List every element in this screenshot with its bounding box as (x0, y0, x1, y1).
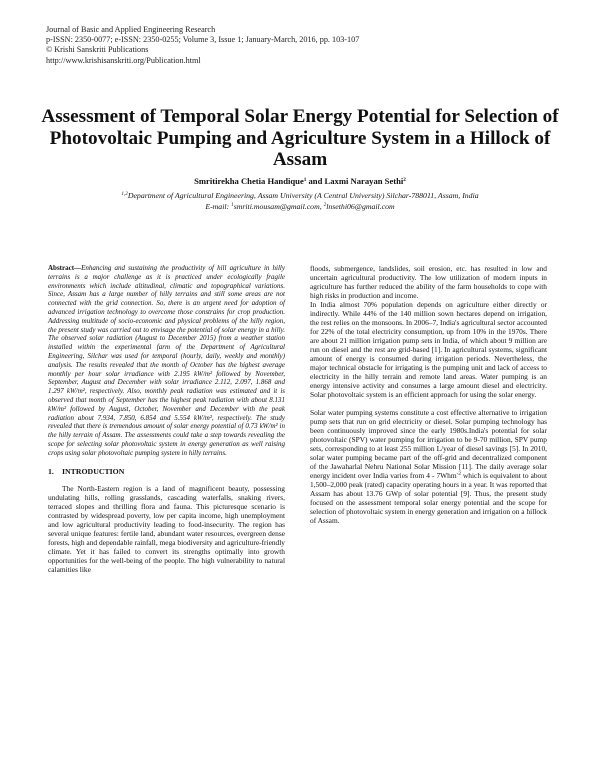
section-heading-introduction (48, 467, 285, 476)
abstract (48, 264, 285, 458)
right-column (310, 264, 547, 525)
right-paragraph-3-b: which is equivalent to about 1,500–2,000 peak (rated) capacity operating hours in a year. It was reported that Assam has about 13.76 GWp of solar potential [9]. Thus, the present study focused on the assessment temporal solar energy potential and the scope for selection of photovoltaic system in energy generation and irrigation on a hillock of Assam. (310, 471, 547, 525)
author-1-sup: 1 (303, 177, 307, 183)
right-paragraph-1: floods, submergence, landslides, soil erosion, etc. has resulted in low and uncertain agricultural productivity. The low utilization of modern inputs in agriculture has further reduced the ability of the farm households to cope with high risks in production and income. (310, 264, 547, 300)
affiliation-sup: 1,2 (121, 191, 128, 197)
journal-header (46, 25, 566, 66)
email-1[interactable]: smriti.mousam@gmail.com, (233, 202, 324, 211)
email-label: E-mail: (205, 202, 232, 211)
email-1-sup: 1 (231, 202, 234, 208)
affiliation (40, 191, 560, 201)
section-number: 1. (48, 466, 54, 476)
right-paragraph-2: In India almost 70% population depends on agriculture either directly or indirectly. While 44% of the 140 million sown hectares depend on irrigation, the rest relies on the monsoons. In 2006–7, India's agricultural sector accounted for 22% of the total electricity consumption, up from 10% in the 1970s. There are about 21 million irrigation pump sets in India, of which about 9 million are run on diesel and the rest are grid-based [1]. In agricultural systems, significant amount of energy is consumed during irrigation periods. Nevertheless, the major technical obstacle for irrigating is the pumping unit and lack of access to electricity in the hilly terrain and remote land areas. Water pumping is an energy intensive activity and consumes a large amount diesel and electricity. Solar photovoltaic system is an efficient approach for using the solar energy. (310, 300, 547, 399)
journal-url[interactable]: http://www.krishisanskriti.org/Publication.html (46, 55, 201, 65)
affiliation-text: Department of Agricultural Engineering, Assam University (A Central University) Silchar-788011, Assam, India (127, 191, 479, 200)
abstract-label: Abstract— (48, 264, 82, 272)
author-1: Smritirekha Chetia Handique (194, 176, 304, 186)
left-column (48, 264, 285, 574)
intro-paragraph-1: The North-Eastern region is a land of magnificent beauty, possessing undulating hills, rolling grasslands, cascading waterfalls, snaking rivers, terraced slopes and thrilling flora and fauna. This picturesque scenario is contrasted by widespread poverty, low per capita income, high unemployment and low agricultural productivity leading to food-insecurity. The region has several unique features: fertile land, abundant water resources, evergreen dense forests, high and dependable rainfall, mega biodiversity and agriculture-friendly climate. Yet it has failed to convert its strengths optimally into growth opportunities for the well-being of the people. The high vulnerability to natural calamities like (48, 483, 285, 574)
right-paragraph-3 (310, 408, 547, 525)
author-line (40, 176, 560, 187)
author-joiner: and (306, 176, 325, 186)
right-paragraph-3-a: Solar water pumping systems constitute a cost effective alternative to irrigation pump sets that run on grid electricity or diesel. Solar pumping technology has been continuously improved since the early 1980s.India's potential for solar photovoltaic (SPV) water pumping for irrigation to be 9-70 million, SPV pump sets, corresponding to at least 255 million L/year of diesel savings [5]. In 2010, solar water pumping became part of the off-grid and decentralized component of the Jawaharlal Nehru National Solar Mission [11]. The daily average solar energy incident over India varies from 4 - 7Whm (310, 408, 547, 480)
email-line (40, 202, 560, 212)
email-2[interactable]: lnsethi06@gmail.com (326, 202, 395, 211)
unit-exponent: -2 (456, 471, 461, 477)
abstract-text: Enhancing and sustaining the productivity of hill agriculture in hilly terrains is a major challenge as it is practiced under ecologically fragile environments which include altitudinal, climatic and topographical variations. Since, Assam has a large number of hilly terrains and still some areas are not connected with the grid connection. So, there is an urgent need for adoption of advanced irrigation technology to overcome those constrains for crop production. Addressing multitude of socio-economic and physical problems of the hilly region, the present study was carried out to envisage the potential of solar energy in a hilly. The observed solar radiation (August to December 2015) from a weather station installed within the experimental farm of the Department of Agricultural Engineering, Silchar was used for temporal (hourly, daily, weekly and monthly) analysis. The results revealed that the month of October has the highest average monthly per hour solar irradiance with 2.195 kW/m² followed by November, September, August and December with solar irradiance 2.112, 2.097, 1.868 and 1.297 kW/m², respectively. Also, monthly peak radiation was estimated and it is observed that month of September has the highest peak radiation with about 8.131 kW/m² followed by August, October, November and December with the peak radiation about 7.934, 7.850, 6.854 and 5.554 kW/m², respectively. The study revealed that there is tremendous amount of solar energy potential of 0.73 kW/m² in the hilly terrain of Assam. The assessments could take a step towards revealing the scope for selecting solar photovoltaic system in energy generation as well raising crops using solar photovoltaic pumping system in hilly terrains. (48, 264, 285, 457)
journal-copyright: © Krishi Sanskriti Publications (46, 45, 149, 55)
email-2-sup: 2 (323, 202, 327, 208)
journal-issn: p-ISSN: 2350-0077; e-ISSN: 2350-0255; Volume 3, Issue 1; January-March, 2016, pp. 103-107 (46, 35, 360, 45)
paragraph-gap (310, 399, 547, 408)
journal-name: Journal of Basic and Applied Engineering Research (46, 25, 216, 34)
section-title: INTRODUCTION (62, 466, 125, 476)
author-2-sup: 2 (403, 177, 406, 183)
paper-title: Assessment of Temporal Solar Energy Potential for Selection of Photovoltaic Pumping and Agriculture System in a Hillock of Assam (41, 106, 559, 170)
author-2: Laxmi Narayan Sethi (324, 176, 404, 186)
